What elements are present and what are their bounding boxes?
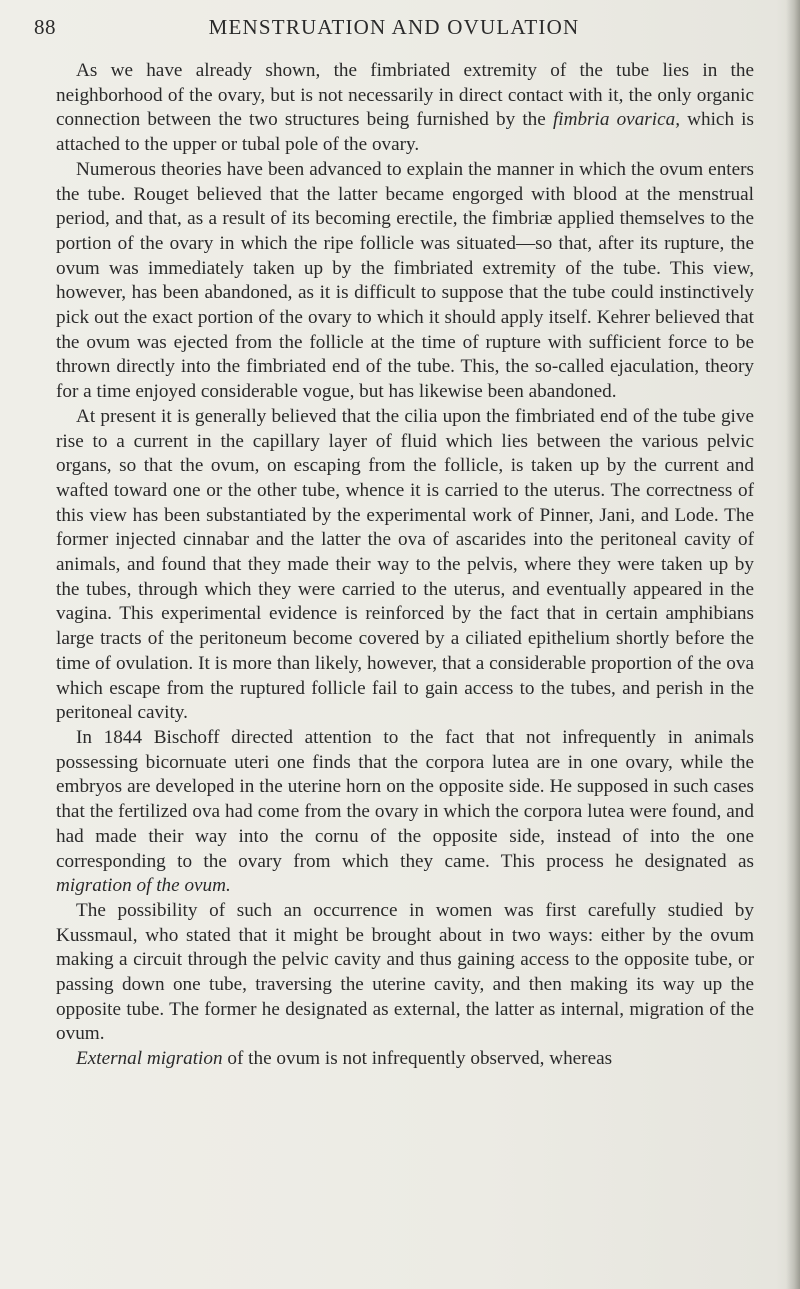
- paragraph: [56, 1047, 754, 1072]
- text-segment: As we have already shown, the fimbriated extremity of the tube lies in the neighborhood of the ovary, but is not necessarily in direct contact with it, the only organic connection between the two structures being furnished by the: [56, 60, 754, 131]
- page-edge-shadow: [786, 0, 800, 1289]
- italic-term: External migration: [76, 1048, 223, 1070]
- text-segment: At present it is generally believed that the cilia upon the fimbriated end of the tube give rise to a current in the capillary layer of fluid which lies between the various pelvic organs, so that the ovum, on escaping from the follicle, is taken up by the current and wafted toward one or the other tube, whence it is carried to the uterus. The correctness of this view has been substantiated by the experimental work of Pinner, Jani, and Lode. The former injected cinnabar and the latter the ova of ascarides into the peritoneal cavity of animals, and found that they made their way to the pelvis, where they were taken up by the tubes, through which they were carried to the uterus, and eventually appeared in the vagina. This experimental evidence is reinforced by the fact that in certain amphibians large tracts of the peritoneum become covered by a ciliated epithelium shortly before the time of ovulation. It is more than likely, however, that a considerable proportion of the ova which escape from the ruptured follicle fail to gain access to the tubes, and perish in the peritoneal cavity.: [56, 405, 754, 724]
- paragraph: [56, 899, 754, 1047]
- paragraph: [56, 726, 754, 899]
- page-header: [34, 15, 754, 45]
- paragraph: [56, 59, 754, 158]
- body-text: [56, 59, 754, 1072]
- paragraph: [56, 158, 754, 405]
- text-segment: which is attached to the upper or tubal pole of the ovary.: [56, 109, 754, 156]
- italic-term: fimbria ovarica,: [552, 109, 680, 131]
- text-segment: The possibility of such an occurrence in women was first carefully studied by Kussmaul, who stated that it might be brought about in two ways: either by the ovum making a circuit through the pelvic cavity and thus gaining access to the opposite tube, or passing down one tube, traversing the uterine cavity, and then making its way up the opposite tube. The former he designated as external, the latter as internal, migration of the ovum.: [56, 899, 754, 1045]
- page-number: 88: [34, 15, 56, 39]
- paragraph: [56, 405, 754, 726]
- text-segment: In 1844 Bischoff directed attention to the fact that not infrequently in animals possessing bicornuate uteri one finds that the corpora lutea are in one ovary, while the embryos are developed in the uterine horn on the opposite side. He supposed in such cases that the fertilized ova had come from the ovary in which the corpora lutea were found, and had made their way into the cornu of the opposite side, instead of into the one corresponding to the ovary from which they came. This process he designated as: [56, 726, 754, 872]
- text-segment: Numerous theories have been advanced to explain the manner in which the ovum enters the tube. Rouget believed that the latter became engorged with blood at the menstrual period, and that, as a result of its becoming erectile, the fimbriæ applied themselves to the portion of the ovary in which the ripe follicle was situated—so that, after its rupture, the ovum was immediately taken up by the fimbriated extremity of the tube. This view, however, has been abandoned, as it is difficult to suppose that the tube could instinctively pick out the exact portion of the ovary to which it should apply itself. Kehrer believed that the ovum was ejected from the follicle at the time of rupture with sufficient force to be thrown directly into the fimbriated end of the tube. This, the so-called ejaculation, theory for a time enjoyed considerable vogue, but has likewise been abandoned.: [56, 158, 754, 403]
- italic-term: migration of the ovum.: [56, 875, 231, 897]
- running-head: MENSTRUATION AND OVULATION: [208, 15, 580, 39]
- text-segment: of the ovum is not infrequently observed, whereas: [222, 1048, 613, 1070]
